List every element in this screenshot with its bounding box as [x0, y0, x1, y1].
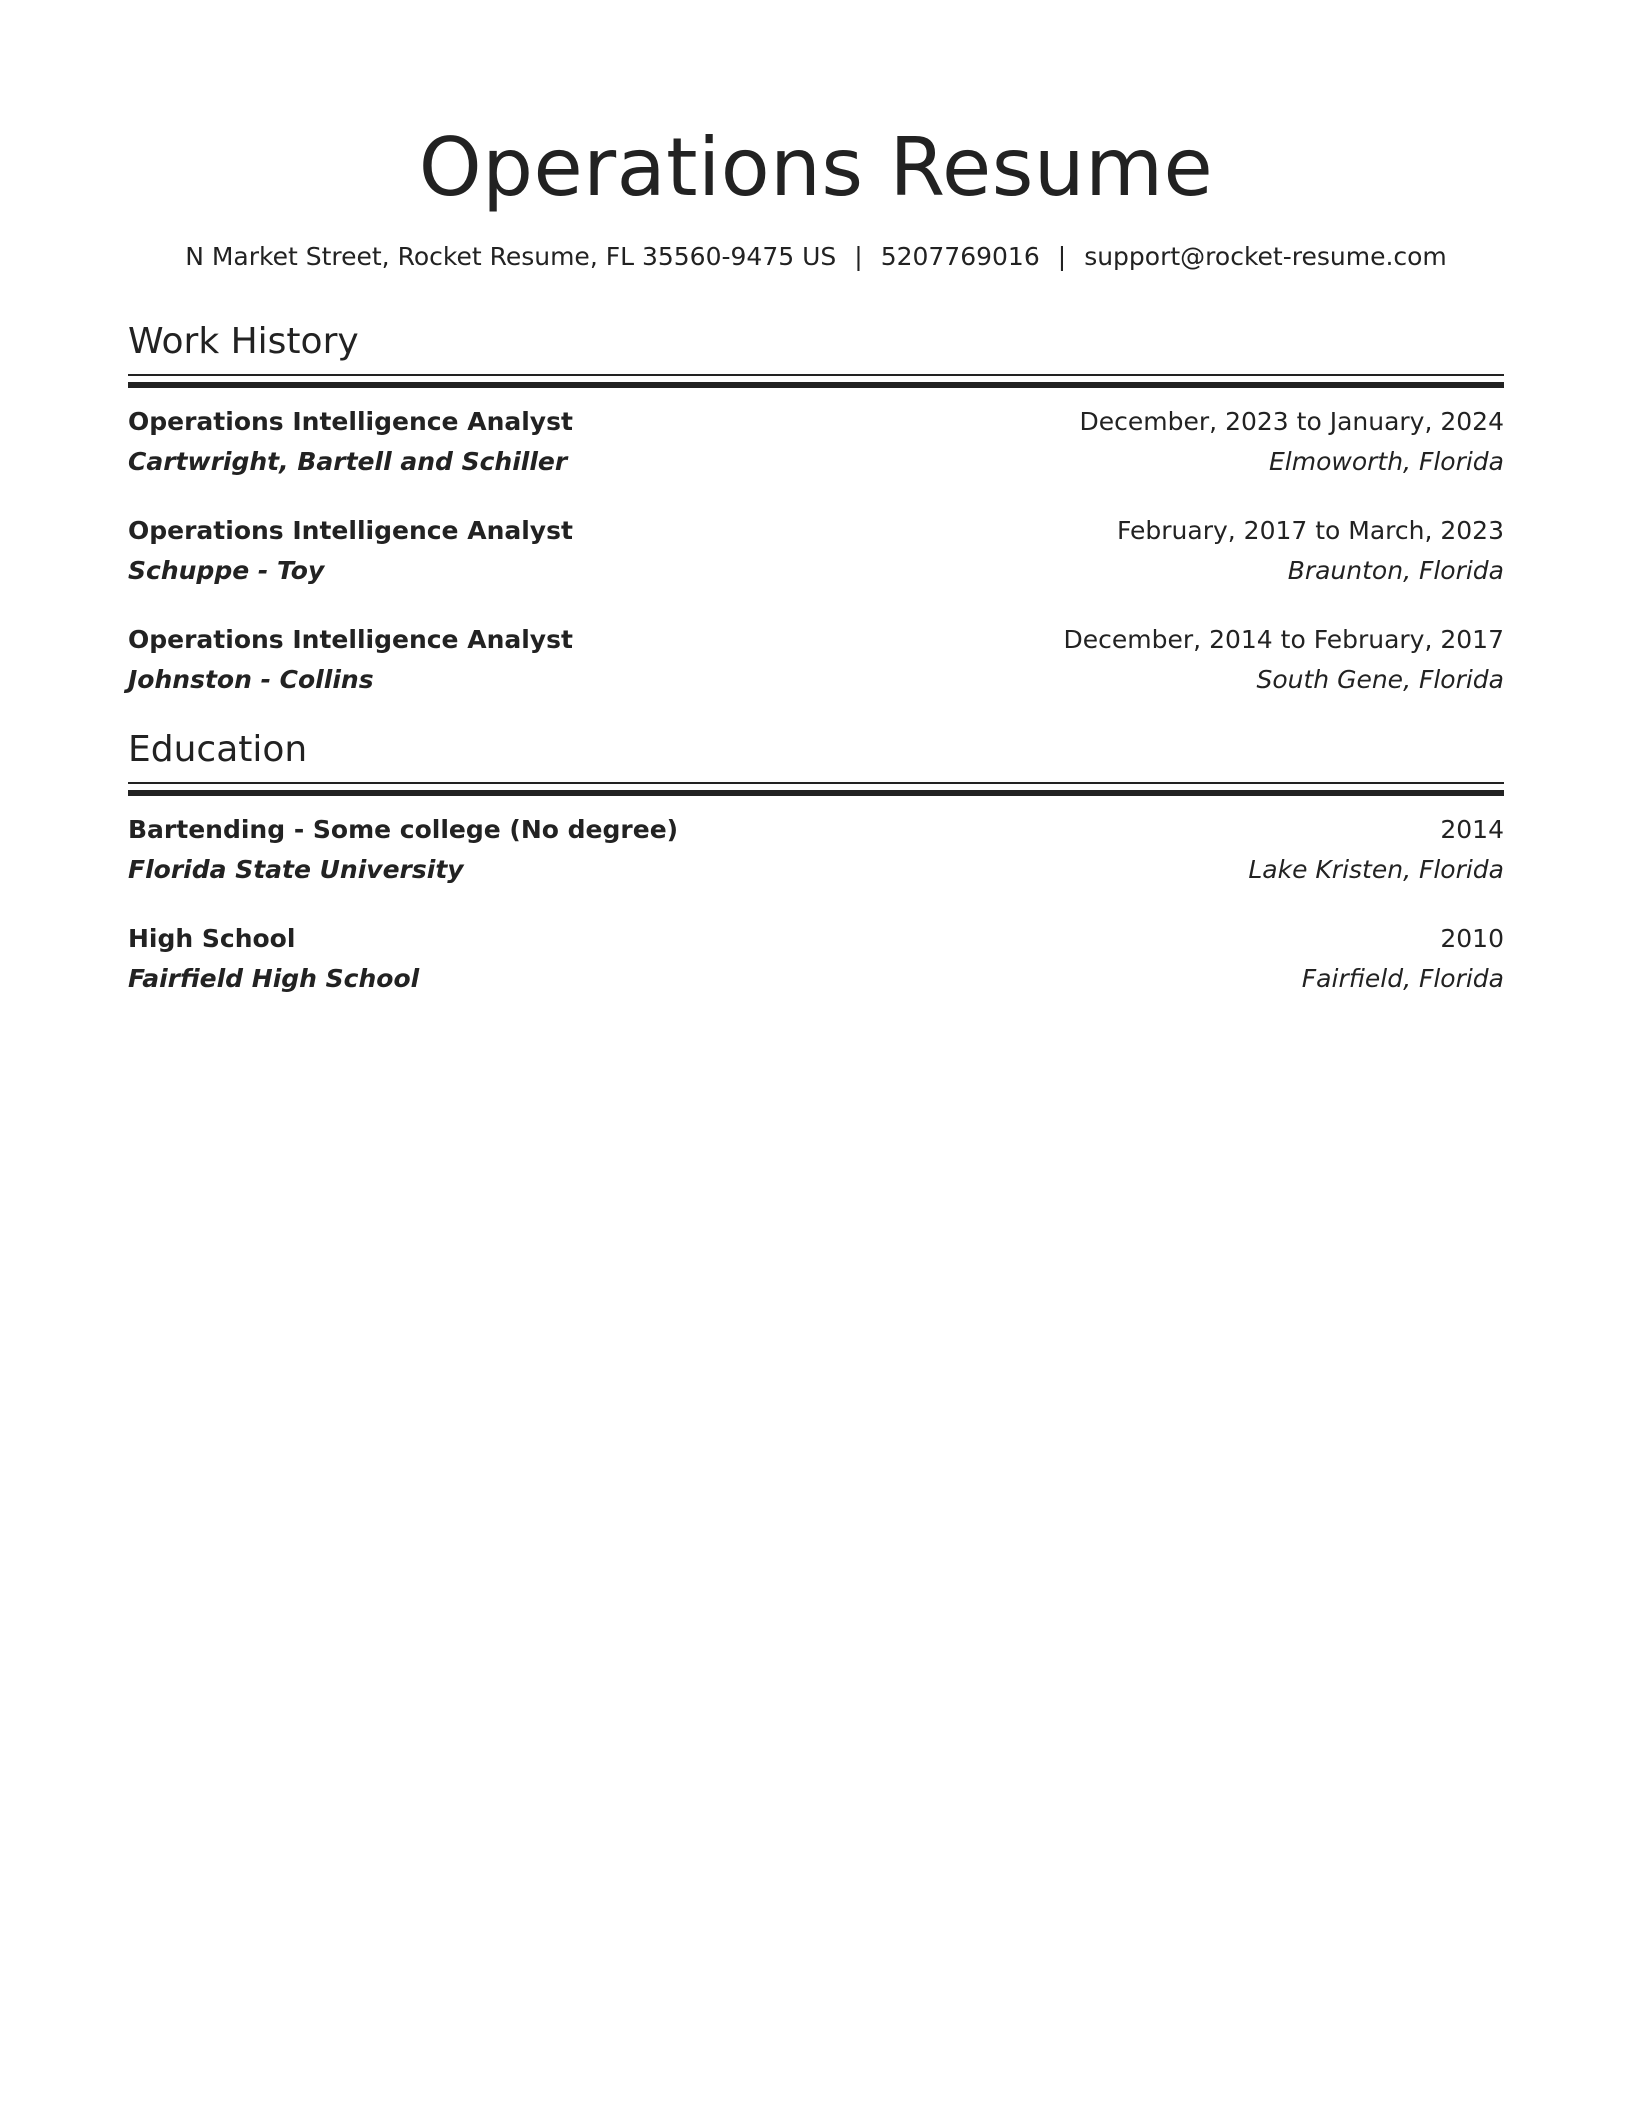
job-location: South Gene, Florida	[1256, 665, 1504, 694]
job-dates: December, 2014 to February, 2017	[1063, 625, 1504, 654]
job-dates: February, 2017 to March, 2023	[1116, 516, 1504, 545]
work-entry-bottom-row	[128, 551, 1504, 591]
education-year: 2014	[1440, 815, 1504, 844]
education-entry-top-row	[128, 919, 1504, 959]
education-entry	[128, 919, 1504, 999]
education-entry-top-row	[128, 810, 1504, 850]
education-year: 2010	[1440, 924, 1504, 953]
education-school: Fairfield High School	[128, 964, 420, 993]
contact-separator: |	[1057, 242, 1067, 271]
work-entry	[128, 402, 1504, 482]
education-location: Fairfield, Florida	[1301, 964, 1504, 993]
job-role: Operations Intelligence Analyst	[128, 516, 573, 545]
education-location: Lake Kristen, Florida	[1248, 855, 1504, 884]
education-rule-thin	[128, 782, 1504, 784]
work-entry-bottom-row	[128, 442, 1504, 482]
work-entry-bottom-row	[128, 660, 1504, 700]
job-location: Braunton, Florida	[1287, 556, 1504, 585]
contact-separator: |	[854, 242, 863, 271]
resume-title: Operations Resume	[418, 121, 1214, 214]
education-entry-bottom-row	[128, 959, 1504, 999]
work-entry-top-row	[128, 620, 1504, 660]
job-dates: December, 2023 to January, 2024	[1079, 407, 1504, 436]
work-history-heading: Work History	[128, 321, 359, 362]
job-company: Johnston - Collins	[128, 665, 374, 694]
education-rule-thick	[128, 790, 1504, 796]
education-degree: High School	[128, 924, 296, 953]
contact-line	[128, 237, 1504, 277]
contact-phone[interactable]: 5207769016	[880, 242, 1040, 271]
work-entry-top-row	[128, 511, 1504, 551]
work-entry	[128, 511, 1504, 591]
job-company: Cartwright, Bartell and Schiller	[128, 447, 568, 476]
job-company: Schuppe - Toy	[128, 556, 325, 585]
education-heading: Education	[128, 729, 308, 770]
education-degree: Bartending - Some college (No degree)	[128, 815, 679, 844]
education-school: Florida State University	[128, 855, 464, 884]
work-history-rule-thick	[128, 382, 1504, 388]
contact-email[interactable]: support@rocket-resume.com	[1084, 242, 1447, 271]
education-entry-bottom-row	[128, 850, 1504, 890]
job-location: Elmoworth, Florida	[1269, 447, 1504, 476]
job-role: Operations Intelligence Analyst	[128, 407, 573, 436]
work-entry	[128, 620, 1504, 700]
education-entry	[128, 810, 1504, 890]
contact-address: N Market Street, Rocket Resume, FL 35560-9475 US	[185, 242, 837, 271]
job-role: Operations Intelligence Analyst	[128, 625, 573, 654]
work-history-rule-thin	[128, 374, 1504, 376]
work-entry-top-row	[128, 402, 1504, 442]
